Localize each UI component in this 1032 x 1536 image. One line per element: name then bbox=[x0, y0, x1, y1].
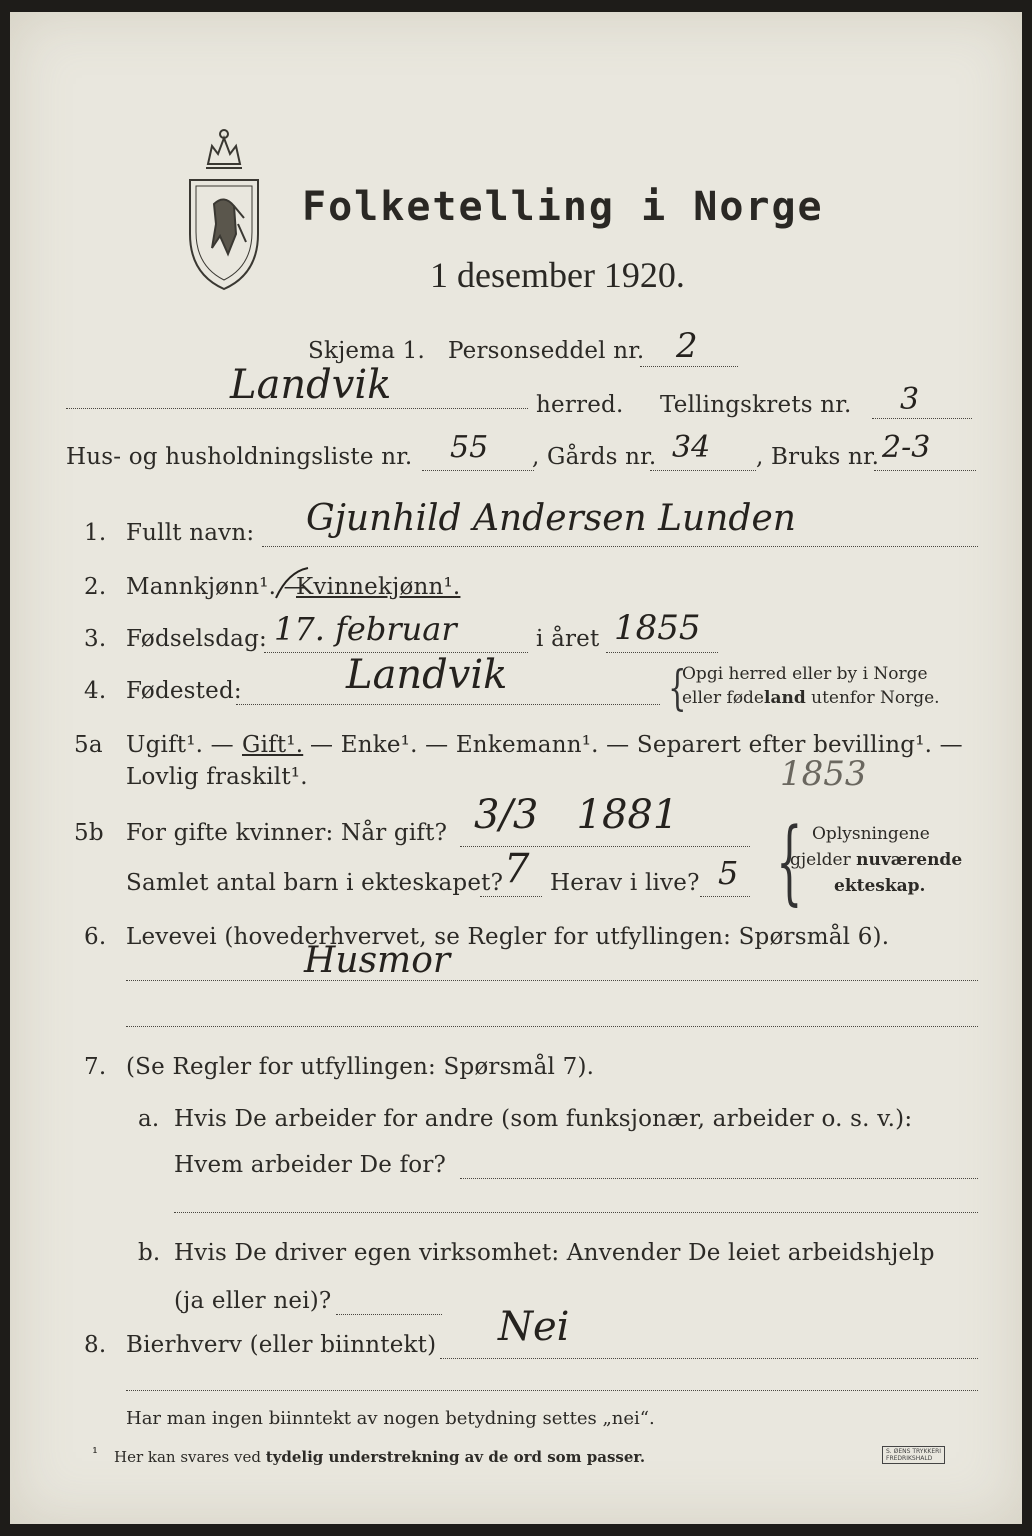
bruks-field[interactable] bbox=[874, 470, 976, 471]
occupation-label: Levevei (hovederhvervet, se Regler for utfyllingen: Spørsmål 6). bbox=[126, 924, 890, 950]
note-emphasis: land bbox=[764, 688, 806, 708]
hired-help-field[interactable] bbox=[336, 1314, 442, 1315]
margin-note: 1853 bbox=[780, 754, 867, 794]
birthplace-brace: { bbox=[668, 660, 687, 716]
birth-year-label: i året bbox=[536, 626, 600, 652]
herred-value: Landvik bbox=[230, 362, 392, 408]
employer-label: Hvem arbeider De for? bbox=[174, 1152, 447, 1178]
employer-field-2[interactable] bbox=[174, 1212, 978, 1213]
printer-stamp bbox=[882, 1446, 945, 1464]
q3-number: 3. bbox=[84, 626, 107, 652]
norway-coat-of-arms-icon bbox=[178, 124, 270, 294]
stamp-line-2: FREDRIKSHALD bbox=[886, 1455, 933, 1462]
birthplace-note-1: Opgi herred eller by i Norge bbox=[682, 664, 928, 684]
q7a-label: Hvis De arbeider for andre (som funksjonær, arbeider o. s. v.): bbox=[174, 1106, 913, 1132]
marriage-note-1: Oplysningene bbox=[812, 824, 930, 844]
q7-label: (Se Regler for utfyllingen: Spørsmål 7). bbox=[126, 1054, 595, 1080]
gards-label: , Gårds nr. bbox=[532, 444, 657, 470]
note-text: eller føde bbox=[682, 688, 764, 708]
occupation-field-2[interactable] bbox=[126, 1026, 978, 1027]
children-count-label: Samlet antal barn i ekteskapet? bbox=[126, 870, 504, 896]
q1-number: 1. bbox=[84, 520, 107, 546]
side-income-label: Bierhverv (eller biinntekt) bbox=[126, 1332, 437, 1358]
q7-number: 7. bbox=[84, 1054, 107, 1080]
marriage-note-3: ekteskap. bbox=[834, 876, 926, 896]
personseddel-field[interactable] bbox=[640, 366, 738, 367]
herred-label: herred. bbox=[536, 392, 624, 418]
side-income-field-1[interactable] bbox=[440, 1358, 978, 1359]
form-date: 1 desember 1920. bbox=[430, 255, 685, 295]
children-alive-value: 5 bbox=[718, 854, 739, 892]
full-name-field[interactable] bbox=[262, 546, 978, 547]
gender-male-option[interactable]: Mannkjønn¹. — bbox=[126, 574, 307, 600]
skjema-label: Skjema 1. bbox=[308, 338, 426, 364]
side-income-field-2[interactable] bbox=[126, 1390, 978, 1391]
bruks-value: 2-3 bbox=[882, 430, 931, 465]
birthplace-value: Landvik bbox=[346, 652, 508, 698]
children-count-field[interactable] bbox=[480, 896, 542, 897]
birthplace-field[interactable] bbox=[236, 704, 660, 705]
tellingskrets-field[interactable] bbox=[872, 418, 972, 419]
bruks-label: , Bruks nr. bbox=[756, 444, 880, 470]
children-count-value: 7 bbox=[504, 846, 530, 892]
gards-value: 34 bbox=[672, 430, 711, 465]
form-title: Folketelling i Norge bbox=[302, 184, 824, 230]
footnote-text bbox=[114, 1448, 645, 1466]
footnote-plain: Her kan svares ved bbox=[114, 1448, 266, 1466]
q4-label: Fødested: bbox=[126, 678, 242, 704]
marital-fraskilt-option[interactable]: Lovlig fraskilt¹. bbox=[126, 764, 308, 790]
q8-number: 8. bbox=[84, 1332, 107, 1358]
q7a-letter: a. bbox=[138, 1106, 160, 1132]
children-alive-label: Herav i live? bbox=[550, 870, 700, 896]
gards-field[interactable] bbox=[650, 470, 756, 471]
q5b-number: 5b bbox=[74, 820, 104, 846]
husliste-label: Hus- og husholdningsliste nr. bbox=[66, 444, 413, 470]
marriage-brace: { bbox=[776, 808, 803, 915]
marital-ugift-option[interactable]: Ugift¹. — bbox=[126, 732, 234, 758]
employer-field-1[interactable] bbox=[460, 1178, 978, 1179]
personseddel-value: 2 bbox=[676, 326, 698, 366]
birth-year-field[interactable] bbox=[606, 652, 718, 653]
marital-other-options[interactable]: — Enke¹. — Enkemann¹. — Separert efter bevilling¹. — bbox=[310, 732, 963, 758]
birthplace-note-2 bbox=[682, 688, 940, 708]
married-when-value: 3/3 1881 bbox=[474, 792, 679, 838]
q2-number: 2. bbox=[84, 574, 107, 600]
side-income-value: Nei bbox=[498, 1304, 570, 1350]
hand-strike-mark bbox=[272, 564, 312, 604]
footnote-emphasis: tydelig understrekning av de ord som passer. bbox=[265, 1448, 646, 1466]
side-income-note: Har man ingen biinntekt av nogen betydning settes „nei“. bbox=[126, 1408, 655, 1429]
husliste-value: 55 bbox=[450, 430, 489, 465]
q4-number: 4. bbox=[84, 678, 107, 704]
q6-number: 6. bbox=[84, 924, 107, 950]
note-text: gjelder bbox=[790, 850, 857, 870]
census-form-page bbox=[10, 12, 1022, 1524]
note-emphasis: nuværende bbox=[856, 850, 963, 870]
herred-field[interactable] bbox=[66, 408, 528, 409]
q1-label: Fullt navn: bbox=[126, 520, 255, 546]
note-text: utenfor Norge. bbox=[805, 688, 940, 708]
footnote-mark: ¹ bbox=[92, 1444, 99, 1462]
children-alive-field[interactable] bbox=[700, 896, 750, 897]
q7b-letter: b. bbox=[138, 1240, 161, 1266]
marriage-note-2 bbox=[790, 850, 962, 870]
q3-label: Fødselsdag: bbox=[126, 626, 267, 652]
married-when-label: For gifte kvinner: Når gift? bbox=[126, 820, 448, 846]
stamp-line-1: S. ØENS TRYKKERI bbox=[886, 1448, 942, 1455]
personseddel-label: Personseddel nr. bbox=[448, 338, 645, 364]
occupation-field-1[interactable] bbox=[126, 980, 978, 981]
q7b-label: Hvis De driver egen virksomhet: Anvender De leiet arbeidshjelp bbox=[174, 1240, 935, 1266]
tellingskrets-label: Tellingskrets nr. bbox=[660, 392, 852, 418]
q5a-number: 5a bbox=[74, 732, 103, 758]
husliste-field[interactable] bbox=[422, 470, 534, 471]
birthday-value: 17. februar bbox=[274, 610, 457, 648]
occupation-value: Husmor bbox=[304, 940, 451, 981]
full-name-value: Gjunhild Andersen Lunden bbox=[306, 498, 796, 539]
birth-year-value: 1855 bbox=[614, 608, 701, 648]
tellingskrets-value: 3 bbox=[900, 382, 920, 417]
hired-help-label: (ja eller nei)? bbox=[174, 1288, 332, 1314]
gender-female-option[interactable]: Kvinnekjønn¹. bbox=[296, 574, 461, 600]
marital-gift-option[interactable]: Gift¹. bbox=[242, 732, 304, 758]
